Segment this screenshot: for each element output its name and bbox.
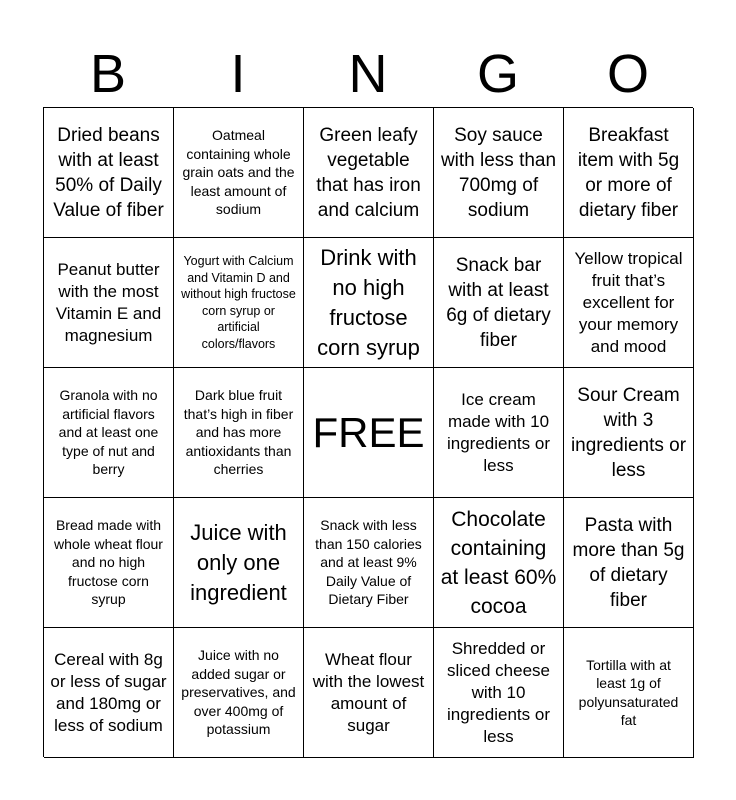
bingo-cell[interactable]: Cereal with 8g or less of sugar and 180mg or less of sodium — [44, 628, 174, 758]
header-letter-g: G — [476, 44, 519, 104]
bingo-cell[interactable]: Bread made with whole wheat flour and no high fructose corn syrup — [44, 498, 174, 628]
bingo-cell[interactable]: Wheat flour with the lowest amount of sugar — [304, 628, 434, 758]
bingo-cell[interactable]: Chocolate containing at least 60% cocoa — [434, 498, 564, 628]
bingo-cell[interactable]: Peanut butter with the most Vitamin E and magnesium — [44, 238, 174, 368]
header-letter-o: O — [606, 44, 649, 104]
header-letter-n: N — [348, 44, 388, 104]
bingo-cell[interactable]: Dark blue fruit that’s high in fiber and has more antioxidants than cherries — [174, 368, 304, 498]
bingo-cell[interactable]: Juice with only one ingredient — [174, 498, 304, 628]
header-letter-i: I — [230, 44, 246, 104]
bingo-cell[interactable]: Yogurt with Calcium and Vitamin D and without high fructose corn syrup or artificial colors/flavors — [174, 238, 304, 368]
bingo-cell[interactable]: Drink with no high fructose corn syrup — [304, 238, 434, 368]
free-space[interactable]: FREE — [304, 368, 434, 498]
bingo-header — [43, 40, 693, 108]
bingo-grid — [43, 107, 693, 757]
bingo-cell[interactable]: Pasta with more than 5g of dietary fiber — [564, 498, 694, 628]
bingo-cell[interactable]: Shredded or sliced cheese with 10 ingredients or less — [434, 628, 564, 758]
bingo-cell[interactable]: Oatmeal containing whole grain oats and the least amount of sodium — [174, 108, 304, 238]
bingo-cell[interactable]: Tortilla with at least 1g of polyunsaturated fat — [564, 628, 694, 758]
bingo-cell[interactable]: Dried beans with at least 50% of Daily Value of fiber — [44, 108, 174, 238]
bingo-cell[interactable]: Yellow tropical fruit that’s excellent for your memory and mood — [564, 238, 694, 368]
bingo-cell[interactable]: Breakfast item with 5g or more of dietary fiber — [564, 108, 694, 238]
bingo-cell[interactable]: Granola with no artificial flavors and at least one type of nut and berry — [44, 368, 174, 498]
bingo-cell[interactable]: Soy sauce with less than 700mg of sodium — [434, 108, 564, 238]
bingo-cell[interactable]: Snack bar with at least 6g of dietary fiber — [434, 238, 564, 368]
bingo-cell[interactable]: Snack with less than 150 calories and at least 9% Daily Value of Dietary Fiber — [304, 498, 434, 628]
bingo-cell[interactable]: Sour Cream with 3 ingredients or less — [564, 368, 694, 498]
bingo-cell[interactable]: Green leafy vegetable that has iron and calcium — [304, 108, 434, 238]
bingo-cell[interactable]: Juice with no added sugar or preservatives, and over 400mg of potassium — [174, 628, 304, 758]
header-letter-b: B — [89, 44, 127, 104]
bingo-cell[interactable]: Ice cream made with 10 ingredients or less — [434, 368, 564, 498]
